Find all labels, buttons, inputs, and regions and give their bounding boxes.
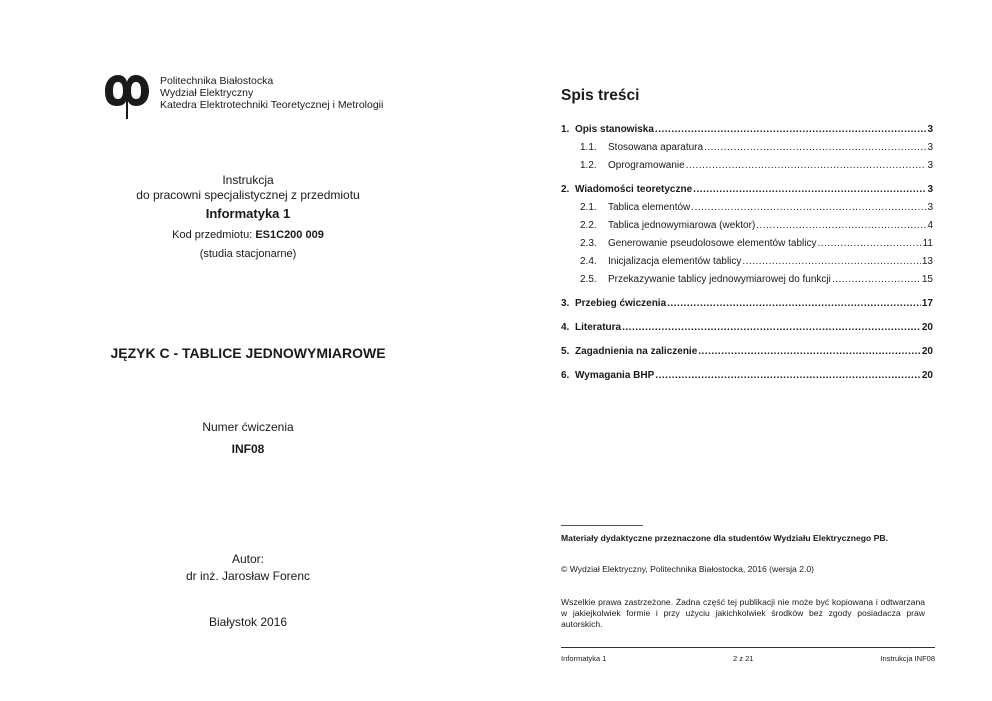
author-label: Autor: [231, 552, 264, 566]
subject-name: Informatyka 1 [205, 206, 291, 221]
main-title: JĘZYK C - TABLICE JEDNOWYMIAROWE [110, 345, 386, 361]
toc-item-5[interactable]: 5. Zagadnienia na zaliczenie ..... 20 [561, 346, 933, 364]
contents-page [496, 0, 992, 701]
instruction-subtitle: do pracowni specjalistycznej z przedmiotu [136, 188, 360, 202]
copyright-note: © Wydział Elektryczny, Politechnika Białostocka, 2016 (wersja 2.0) [561, 564, 815, 574]
exercise-number: INF08 [231, 442, 265, 456]
study-mode: (studia stacjonarne) [199, 248, 297, 260]
exercise-label: Numer ćwiczenia [202, 420, 294, 434]
author-name: dr inż. Jarosław Forenc [185, 569, 311, 583]
toc-item-6[interactable]: 6. Wymagania BHP ..... 20 [561, 370, 933, 388]
university-logo-icon [103, 70, 151, 122]
toc-item-1[interactable]: 1. Opis stanowiska ..... 3 [561, 124, 933, 142]
course-code-value: ES1C200 009 [255, 229, 324, 241]
footer-subject: Informatyka 1 [561, 654, 607, 663]
toc-item-3[interactable]: 3. Przebieg ćwiczenia ..... 17 [561, 298, 933, 316]
university-name: Politechnika Białostocka [160, 75, 274, 87]
place-year: Białystok 2016 [208, 615, 288, 629]
materials-note: Materiały dydaktyczne przeznaczone dla studentów Wydziału Elektrycznego PB. [561, 533, 888, 543]
toc-item-2-3[interactable]: 2.3. Generowanie pseudolosowe elementów tablicy ..... 11 [561, 238, 933, 256]
toc-item-4[interactable]: 4. Literatura ..... 20 [561, 322, 933, 340]
page-number: 2 z 21 [733, 654, 754, 663]
toc-item-2[interactable]: 2. Wiadomości teoretyczne ..... 3 [561, 184, 933, 202]
toc-item-2-1[interactable]: 2.1. Tablica elementów ..... 3 [561, 202, 933, 220]
department-name: Katedra Elektrotechniki Teoretycznej i Metrologii [160, 99, 384, 111]
footer-divider [561, 647, 935, 648]
rights-note: Wszelkie prawa zastrzeżone. Żadna część tej publikacji nie może być kopiowana i odtwarzana w jakiejkolwiek formie i przy użyciu jakichkolwiek środków bez zgody posiadacza praw autorskich. [561, 597, 925, 629]
toc-item-2-2[interactable]: 2.2. Tablica jednowymiarowa (wektor) ..... 4 [561, 220, 933, 238]
table-of-contents [561, 124, 933, 388]
course-code-label: Kod przedmiotu: [172, 229, 253, 241]
toc-item-2-5[interactable]: 2.5. Przekazywanie tablicy jednowymiarowej do funkcji ..... 15 [561, 274, 933, 292]
institution-header [160, 75, 383, 111]
instruction-label: Instrukcja [222, 173, 274, 187]
toc-title: Spis treści [561, 87, 640, 104]
footnote-divider [561, 525, 643, 526]
course-code [0, 229, 496, 241]
toc-item-1-2[interactable]: 1.2. Oprogramowanie ..... 3 [561, 160, 933, 178]
toc-item-1-1[interactable]: 1.1. Stosowana aparatura ..... 3 [561, 142, 933, 160]
faculty-name: Wydział Elektryczny [160, 87, 254, 99]
footer-instruction-id: Instrukcja INF08 [880, 654, 935, 663]
toc-item-2-4[interactable]: 2.4. Inicjalizacja elementów tablicy ..... 13 [561, 256, 933, 274]
